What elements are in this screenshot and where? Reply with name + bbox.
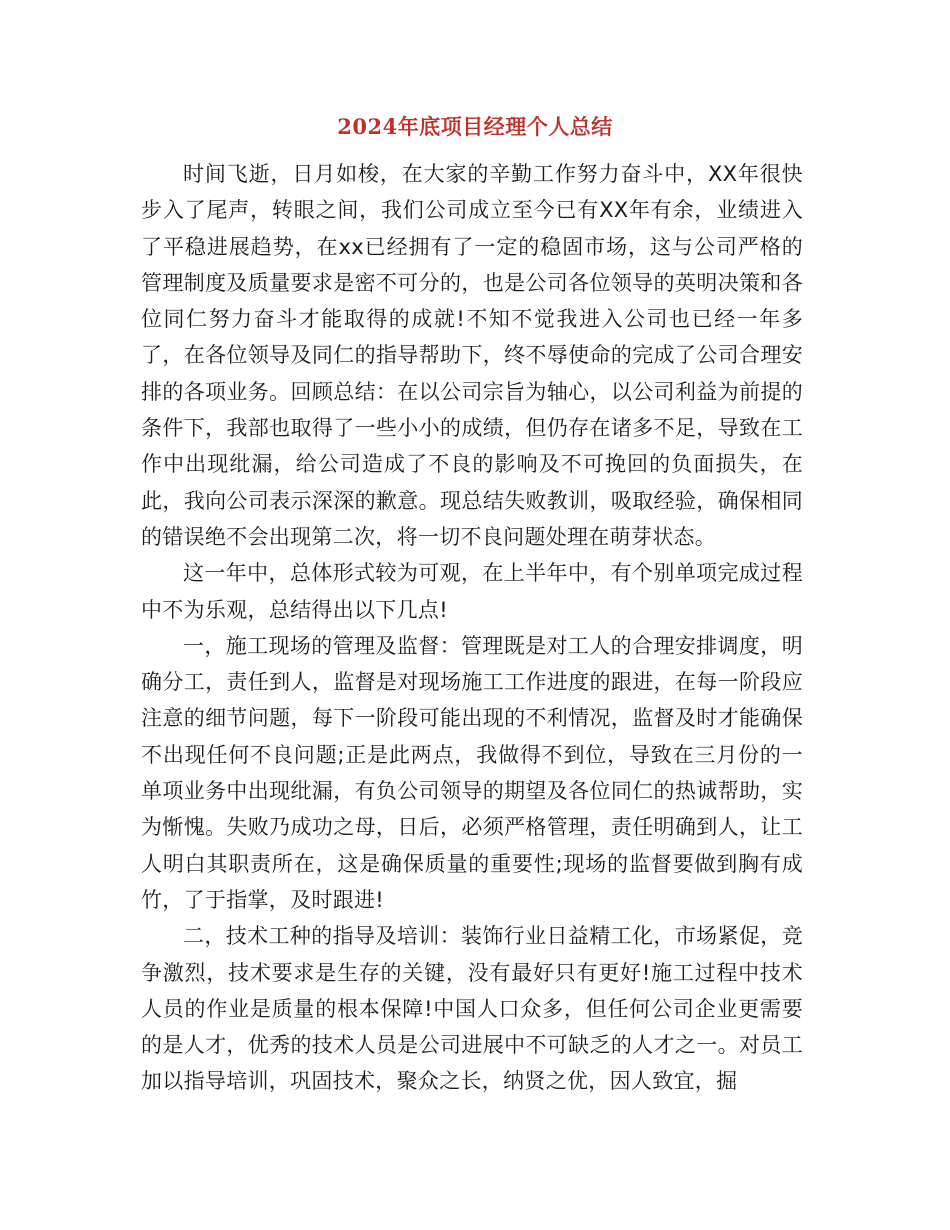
document-body — [141, 156, 803, 1100]
paragraph-overview: 这一年中，总体形式较为可观，在上半年中，有个别单项完成过程中不为乐观，总结得出以下几点! — [141, 561, 803, 622]
paragraph-intro: 时间飞逝，日月如梭，在大家的辛勤工作努力奋斗中，XX年很快步入了尾声，转眼之间，我们公司成立至今已有XX年有余，业绩进入了平稳进展趋势，在xx已经拥有了一定的稳固市场，这与公司严格的管理制度及质量要求是密不可分的，也是公司各位领导的英明决策和各位同仁努力奋斗才能取得的成就!不知不觉我进入公司也已经一年多了，在各位领导及同仁的指导帮助下，终不辱使命的完成了公司合理安排的各项业务。回顾总结：在以公司宗旨为轴心，以公司利益为前提的条件下，我部也取得了一些小小的成绩，但仍存在诸多不足，导致在工作中出现纰漏，给公司造成了不良的影响及不可挽回的负面损失，在此，我向公司表示深深的歉意。现总结失败教训，吸取经验，确保相同的错误绝不会出现第二次，将一切不良问题处理在萌芽状态。 — [141, 162, 803, 549]
paragraph-point-one: 一，施工现场的管理及监督：管理既是对工人的合理安排调度，明确分工，责任到人，监督是对现场施工工作进度的跟进，在每一阶段应注意的细节问题，每下一阶段可能出现的不利情况，监督及时才能确保不出现任何不良问题;正是此两点，我做得不到位，导致在三月份的一单项业务中出现纰漏，有负公司领导的期望及各位同仁的热诚帮助，实为惭愧。失败乃成功之母，日后，必须严格管理，责任明确到人，让工人明白其职责所在，这是确保质量的重要性;现场的监督要做到胸有成竹，了于指掌，及时跟进! — [141, 633, 803, 912]
page-title: 2024年底项目经理个人总结 — [337, 114, 613, 139]
paragraph-point-two: 二，技术工种的指导及培训：装饰行业日益精工化，市场紧促，竞争激烈，技术要求是生存的关键，没有最好只有更好!施工过程中技术人员的作业是质量的根本保障!中国人口众多，但任何公司企业更需要的是人才，优秀的技术人员是公司进展中不可缺乏的人才之一。对员工加以指导培训，巩固技术，聚众之长，纳贤之优，因人致宜，掘 — [141, 924, 803, 1094]
